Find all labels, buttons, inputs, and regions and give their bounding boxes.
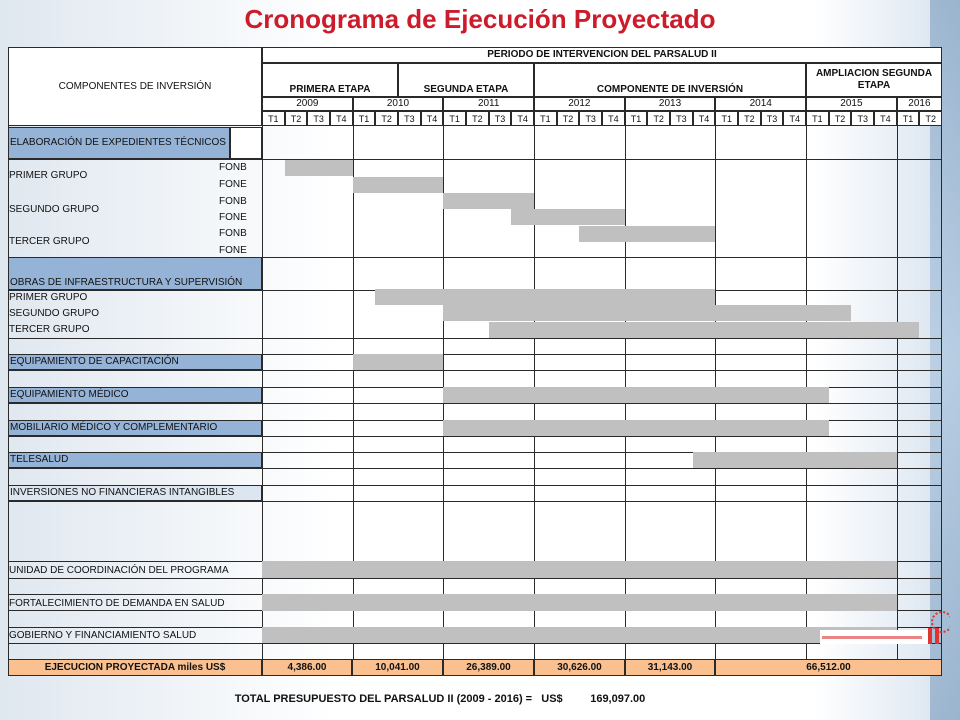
- execution-label: EJECUCION PROYECTADA miles US$: [8, 659, 262, 676]
- footer-currency: US$: [541, 693, 563, 705]
- quarter-label: T4: [874, 111, 897, 126]
- year-2012: 2012: [534, 97, 625, 111]
- schedule-bar-telesalud: [693, 452, 897, 468]
- schedule-bar-mobiliario: [443, 420, 828, 436]
- quarter-label: T3: [851, 111, 874, 126]
- year-2015: 2015: [806, 97, 897, 111]
- quarter-label: T2: [557, 111, 580, 126]
- label-fonb-1: FONB: [219, 162, 247, 173]
- header-stage-3: COMPONENTE DE INVERSIÓN: [534, 63, 806, 97]
- quarter-label: T3: [489, 111, 512, 126]
- quarter-label: T1: [806, 111, 829, 126]
- quarter-label: T1: [897, 111, 920, 126]
- schedule-bar-primer-grupo-fone: [353, 177, 444, 193]
- quarter-label: T2: [375, 111, 398, 126]
- quarter-label: T3: [670, 111, 693, 126]
- execution-value-3: 26,389.00: [443, 659, 534, 676]
- row-expedientes-blank: [230, 127, 262, 159]
- execution-value-2: 10,041.00: [352, 659, 443, 676]
- label-fone-3: FONE: [219, 245, 247, 256]
- label-fone-2: FONE: [219, 212, 247, 223]
- label-tercer-grupo: TERCER GRUPO: [9, 236, 90, 247]
- header-stage-1: PRIMERA ETAPA: [262, 63, 398, 97]
- label-demanda: FORTALECIMIENTO DE DEMANDA EN SALUD: [9, 598, 225, 609]
- quarter-label: T2: [285, 111, 308, 126]
- schedule-bar-coordinacion: [262, 561, 897, 578]
- schedule-bar-tercer-grupo-fonb: [579, 226, 715, 242]
- quarter-label: T4: [330, 111, 353, 126]
- parsalud-logo: [820, 600, 950, 650]
- row-medico: EQUIPAMIENTO MÉDICO: [8, 387, 262, 403]
- label-obras-segundo: SEGUNDO GRUPO: [9, 308, 100, 319]
- label-primer-grupo: PRIMER GRUPO: [9, 170, 88, 181]
- quarter-label: T4: [783, 111, 806, 126]
- footer-amount: 169,097.00: [590, 693, 646, 705]
- execution-value-4: 30,626.00: [534, 659, 625, 676]
- quarter-label: T3: [761, 111, 784, 126]
- header-stage-4: AMPLIACION SEGUNDA ETAPA: [806, 63, 942, 97]
- quarter-label: T1: [715, 111, 738, 126]
- footer-label: TOTAL PRESUPUESTO DEL PARSALUD II (2009 - 2016) =: [234, 693, 533, 705]
- quarter-label: T4: [602, 111, 625, 126]
- label-fonb-2: FONB: [219, 196, 247, 207]
- label-obras-tercer: TERCER GRUPO: [9, 324, 90, 335]
- quarter-label: T2: [919, 111, 942, 126]
- label-fone-1: FONE: [219, 179, 247, 190]
- year-2011: 2011: [443, 97, 534, 111]
- quarter-label: T4: [693, 111, 716, 126]
- quarter-label: T2: [829, 111, 852, 126]
- schedule-bar-obras-primer: [375, 289, 715, 305]
- header-period: PERIODO DE INTERVENCION DEL PARSALUD II: [262, 47, 942, 63]
- schedule-bar-medico: [443, 387, 828, 403]
- label-fonb-3: FONB: [219, 228, 247, 239]
- header-components: COMPONENTES DE INVERSIÓN: [8, 47, 262, 126]
- year-2010: 2010: [353, 97, 444, 111]
- quarter-label: T1: [262, 111, 285, 126]
- label-obras-primer: PRIMER GRUPO: [9, 292, 88, 303]
- quarter-label: T4: [511, 111, 534, 126]
- year-2014: 2014: [715, 97, 806, 111]
- quarter-label: T1: [534, 111, 557, 126]
- schedule-table: [8, 47, 942, 675]
- quarter-label: T3: [307, 111, 330, 126]
- label-segundo-grupo: SEGUNDO GRUPO: [9, 204, 100, 215]
- row-mobiliario: MOBILIARIO MÉDICO Y COMPLEMENTARIO: [8, 420, 262, 436]
- label-gobierno: GOBIERNO Y FINANCIAMIENTO SALUD: [9, 630, 197, 641]
- quarter-label: T2: [738, 111, 761, 126]
- row-expedientes: ELABORACIÓN DE EXPEDIENTES TÉCNICOS: [8, 127, 230, 159]
- quarter-label: T1: [625, 111, 648, 126]
- schedule-bar-gobierno: [262, 627, 897, 643]
- quarter-label: T3: [398, 111, 421, 126]
- schedule-bar-obras-tercer: [489, 322, 920, 338]
- year-2013: 2013: [625, 97, 716, 111]
- quarter-label: T3: [579, 111, 602, 126]
- row-intangibles: INVERSIONES NO FINANCIERAS INTANGIBLES: [8, 485, 262, 501]
- header-stage-2: SEGUNDA ETAPA: [398, 63, 534, 97]
- page-title: Cronograma de Ejecución Proyectado: [244, 4, 716, 34]
- execution-value-1: 4,386.00: [262, 659, 352, 676]
- schedule-bar-segundo-grupo-fonb: [443, 193, 534, 209]
- schedule-bar-capacitacion: [353, 354, 444, 370]
- execution-value-5: 31,143.00: [625, 659, 715, 676]
- schedule-bar-demanda: [262, 594, 897, 611]
- quarter-label: T4: [421, 111, 444, 126]
- row-capacitacion: EQUIPAMIENTO DE CAPACITACIÓN: [8, 354, 262, 370]
- row-telesalud: TELESALUD: [8, 452, 262, 468]
- year-2016: 2016: [897, 97, 942, 111]
- schedule-bar-obras-segundo: [443, 305, 851, 321]
- quarter-label: T2: [466, 111, 489, 126]
- quarter-label: T2: [647, 111, 670, 126]
- schedule-bar-segundo-grupo-fone: [511, 209, 624, 225]
- row-obras: OBRAS DE INFRAESTRUCTURA Y SUPERVISIÓN: [8, 257, 262, 290]
- execution-value-6: 66,512.00: [715, 659, 942, 676]
- year-2009: 2009: [262, 97, 353, 111]
- schedule-bar-primer-grupo-fonb: [285, 160, 353, 176]
- footer-total: [0, 693, 880, 705]
- quarter-label: T1: [353, 111, 376, 126]
- label-coordinacion: UNIDAD DE COORDINACIÓN DEL PROGRAMA: [9, 565, 229, 576]
- quarter-label: T1: [443, 111, 466, 126]
